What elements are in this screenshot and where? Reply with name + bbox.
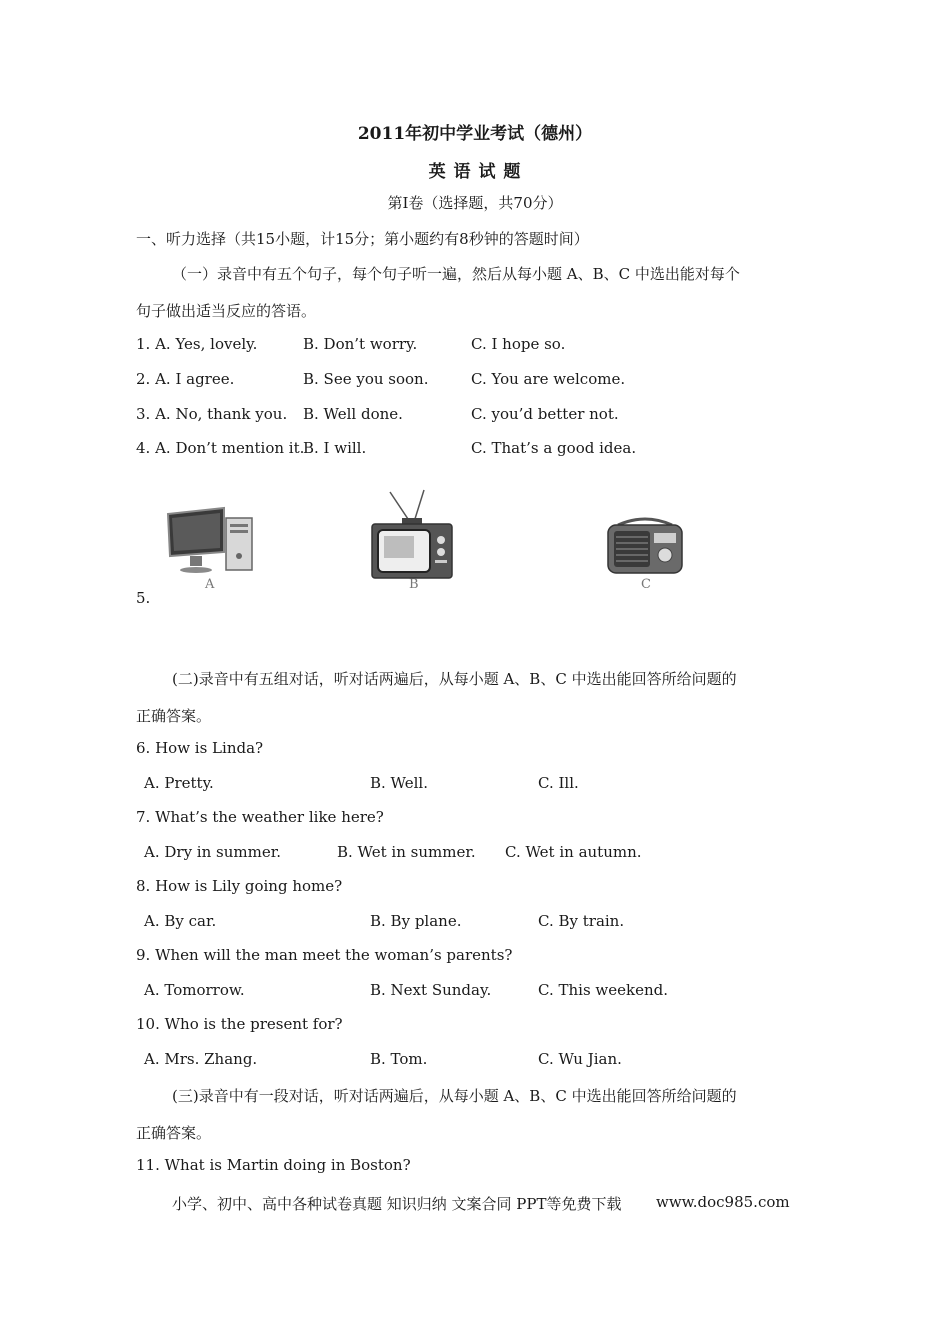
q1-option-b: B. Don’t worry.: [303, 335, 418, 353]
part3-instruction-line2: 正确答案。: [136, 1124, 212, 1142]
q8-option-c: C. By train.: [538, 912, 625, 930]
q5-caption-c: C: [641, 577, 651, 592]
q4-option-a: 4. A. Don’t mention it.: [136, 439, 305, 457]
q7-option-c: C. Wet in autumn.: [505, 843, 642, 861]
q3-option-c: C. you’d better not.: [471, 405, 619, 423]
q7-question: 7. What’s the weather like here?: [136, 808, 384, 826]
q10-option-c: C. Wu Jian.: [538, 1050, 622, 1068]
q2-option-b: B. See you soon.: [303, 370, 429, 388]
q1-option-a: 1. A. Yes, lovely.: [136, 335, 258, 353]
part1-instruction-line2: 句子做出适当反应的答语。: [136, 302, 317, 320]
q10-option-b: B. Tom.: [370, 1050, 428, 1068]
q3-option-b: B. Well done.: [303, 405, 403, 423]
part2-instruction-line1: (二)录音中有五组对话，听对话两遍后，从每小题 A、B、C 中选出能回答所给问题的: [172, 670, 737, 688]
q6-option-b: B. Well.: [370, 774, 428, 792]
section-heading: 一、听力选择（共15小题，计15分；第小题约有8秒钟的答题时间）: [136, 230, 589, 248]
q9-option-b: B. Next Sunday.: [370, 981, 492, 999]
q9-option-c: C. This weekend.: [538, 981, 668, 999]
q6-option-a: A. Pretty.: [144, 774, 214, 792]
q2-option-c: C. You are welcome.: [471, 370, 626, 388]
part-title: 第I卷（选择题，共70分）: [387, 194, 563, 212]
q1-option-c: C. I hope so.: [471, 335, 566, 353]
q7-option-a: A. Dry in summer.: [144, 843, 282, 861]
q2-option-a: 2. A. I agree.: [136, 370, 235, 388]
q3-option-a: 3. A. No, thank you.: [136, 405, 288, 423]
q8-question: 8. How is Lily going home?: [136, 877, 343, 895]
computer-icon: [160, 500, 260, 580]
q6-question: 6. How is Linda?: [136, 739, 264, 757]
part3-instruction-line1: (三)录音中有一段对话，听对话两遍后，从每小题 A、B、C 中选出能回答所给问题的: [172, 1087, 737, 1105]
exam-title: 2011年初中学业考试（德州）: [357, 124, 593, 144]
q5-caption-b: B: [409, 577, 419, 592]
q10-question: 10. Who is the present for?: [136, 1015, 343, 1033]
subject-title: 英 语 试 题: [428, 162, 522, 182]
q8-option-a: A. By car.: [144, 912, 217, 930]
radio-icon: [602, 513, 688, 577]
q4-option-c: C. That’s a good idea.: [471, 439, 637, 457]
q9-question: 9. When will the man meet the woman’s parents?: [136, 946, 513, 964]
q6-option-c: C. Ill.: [538, 774, 579, 792]
footer-link[interactable]: www.doc985.com: [656, 1193, 790, 1211]
q8-option-b: B. By plane.: [370, 912, 462, 930]
q11-question: 11. What is Martin doing in Boston?: [136, 1156, 411, 1174]
footer-text: 小学、初中、高中各种试卷真题 知识归纳 文案合同 PPT等免费下载: [172, 1195, 622, 1213]
q5-caption-a: A: [205, 577, 215, 592]
part1-instruction-line1: （一）录音中有五个句子，每个句子听一遍，然后从每小题 A、B、C 中选出能对每个: [172, 265, 740, 283]
q10-option-a: A. Mrs. Zhang.: [144, 1050, 258, 1068]
part2-instruction-line2: 正确答案。: [136, 707, 212, 725]
q5-number: 5.: [136, 589, 151, 607]
q4-option-b: B. I will.: [303, 439, 367, 457]
q7-option-b: B. Wet in summer.: [337, 843, 476, 861]
television-icon: [368, 488, 458, 580]
q9-option-a: A. Tomorrow.: [144, 981, 245, 999]
